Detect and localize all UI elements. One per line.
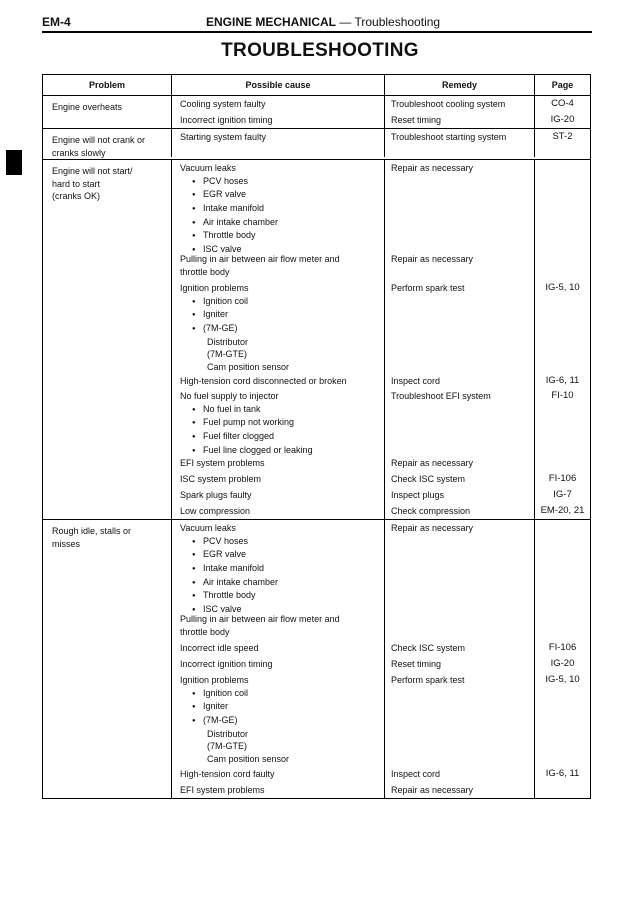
table-body — [43, 96, 590, 798]
cause-text: Pulling in air between air flow meter and — [180, 254, 340, 265]
cause-bullet-item: ● (7M-GE) — [180, 322, 384, 336]
cause-cell — [171, 112, 384, 128]
cause-bullet-item: ● Igniter — [180, 308, 384, 322]
subsection-name: Troubleshooting — [354, 15, 441, 29]
remedy-cell: Check compression — [384, 503, 534, 519]
remedy-cell: Troubleshoot starting system — [384, 129, 534, 157]
table-row — [171, 251, 590, 280]
column-header-problem: Problem — [88, 80, 125, 90]
column-header-cause: Possible cause — [171, 75, 384, 95]
cause-text: Ignition problems — [180, 283, 249, 294]
cause-cell — [171, 129, 384, 157]
title-separator: — — [336, 15, 355, 29]
cause-text: EFI system problems — [180, 458, 265, 469]
problem-text: cranks slowly — [52, 147, 106, 158]
cause-bullet-item: ● Fuel filter clogged — [180, 430, 384, 444]
cause-sub-item: (7M-GTE) — [207, 349, 247, 360]
table-row — [171, 656, 590, 672]
remedy-cell: Repair as necessary — [384, 455, 534, 471]
cause-bullet-item: ● EGR valve — [180, 188, 384, 202]
remedy-cell: Perform spark test — [384, 672, 534, 766]
page-ref-cell: IG-5, 10 — [534, 672, 590, 766]
page-ref-cell: IG-7 — [534, 487, 590, 503]
cause-text: throttle body — [180, 626, 230, 637]
cause-bullet-item: ● Ignition coil — [180, 295, 384, 309]
cause-text: throttle body — [180, 266, 230, 277]
page-ref-cell: EM-20, 21 — [534, 503, 590, 519]
cause-text: No fuel supply to injector — [180, 391, 279, 402]
cause-cell — [171, 503, 384, 519]
cause-cell — [171, 672, 384, 766]
problem-text: (cranks OK) — [52, 191, 101, 202]
problem-text: Engine overheats — [52, 102, 123, 112]
cause-bullet-item: ● Throttle body — [180, 229, 384, 243]
remedy-cell: Reset timing — [384, 656, 534, 672]
table-row — [171, 471, 590, 487]
table-row — [171, 520, 590, 614]
remedy-cell: Inspect cord — [384, 766, 534, 782]
cause-cell — [171, 373, 384, 388]
remedy-cell: Repair as necessary — [384, 251, 534, 280]
cause-text: EFI system problems — [180, 785, 265, 796]
cause-cell — [171, 656, 384, 672]
remedy-cell: Repair as necessary — [384, 520, 534, 611]
section-name: ENGINE MECHANICAL — [206, 15, 337, 29]
cause-bullet-item: ● PCV hoses — [180, 535, 384, 549]
cause-sub-item: Cam position sensor — [207, 753, 290, 764]
cause-text: Incorrect ignition timing — [180, 659, 273, 670]
cause-sub-item: Cam position sensor — [207, 361, 290, 372]
page-ref-cell: IG-20 — [534, 656, 590, 672]
page-ref-cell — [534, 611, 590, 640]
cause-text: ISC system problem — [180, 474, 262, 485]
table-row — [171, 640, 590, 656]
table-row — [171, 503, 590, 519]
cause-cell — [171, 782, 384, 798]
cause-cell — [171, 471, 384, 487]
cause-sub-item: Distributor — [207, 728, 249, 739]
page-ref-cell: IG-20 — [534, 112, 590, 128]
problem-text: Rough idle, stalls or — [52, 526, 132, 537]
cause-cell — [171, 251, 384, 280]
table-row — [171, 766, 590, 782]
cause-cell — [171, 487, 384, 503]
cause-sub-item: Distributor — [207, 336, 249, 347]
remedy-cell: Perform spark test — [384, 280, 534, 373]
section-title — [206, 15, 440, 29]
cause-bullet-item: ● Ignition coil — [180, 687, 384, 701]
problem-text: misses — [52, 538, 81, 549]
cause-cell — [171, 611, 384, 640]
cause-cell — [171, 640, 384, 656]
cause-bullet-item: ● Throttle body — [180, 589, 384, 603]
table-row — [171, 455, 590, 471]
cause-text: Cooling system faulty — [180, 99, 266, 109]
page-ref-cell — [534, 520, 590, 611]
problem-text: Engine will not start/ — [52, 166, 133, 177]
problem-cell — [43, 520, 171, 798]
cause-text: High-tension cord faulty — [180, 769, 275, 780]
table-row — [171, 280, 590, 373]
cause-bullet-item: ● ISC valve — [180, 243, 384, 257]
remedy-cell: Inspect plugs — [384, 487, 534, 503]
problem-cell — [43, 129, 171, 159]
table-row — [171, 96, 590, 112]
table-row — [171, 672, 590, 766]
cause-bullet-item: ● (7M-GE) — [180, 714, 384, 728]
cause-cell — [171, 280, 384, 373]
troubleshooting-table — [42, 74, 591, 799]
cause-cell — [171, 455, 384, 471]
problem-group — [43, 96, 590, 129]
cause-bullet-item: ● No fuel in tank — [180, 403, 384, 417]
page-ref-cell: IG-6, 11 — [534, 373, 590, 388]
section-tab-marker — [6, 150, 22, 175]
page-ref-cell: FI-106 — [534, 640, 590, 656]
cause-cell — [171, 96, 384, 112]
cause-text: Vacuum leaks — [180, 163, 236, 174]
remedy-cell: Repair as necessary — [384, 782, 534, 798]
remedy-cell: Troubleshoot EFI system — [384, 388, 534, 455]
cause-bullet-item: ● Air intake chamber — [180, 216, 384, 230]
page-ref-cell — [534, 160, 590, 251]
cause-text: Incorrect ignition timing — [180, 115, 273, 125]
remedy-cell: Inspect cord — [384, 373, 534, 388]
column-header-page: Page — [534, 75, 590, 95]
page-ref-cell: ST-2 — [534, 129, 590, 157]
problem-cell — [43, 96, 171, 128]
cause-text: Spark plugs faulty — [180, 490, 252, 501]
problem-cell — [43, 160, 171, 519]
cause-cell — [171, 160, 384, 254]
table-row — [171, 160, 590, 254]
cause-bullet-item: ● EGR valve — [180, 548, 384, 562]
header-rule — [42, 31, 592, 33]
problem-group — [43, 129, 590, 160]
table-header — [43, 75, 590, 96]
cause-bullet-item: ● Intake manifold — [180, 202, 384, 216]
problem-text: hard to start — [52, 178, 101, 189]
remedy-cell: Troubleshoot cooling system — [384, 96, 534, 112]
cause-cell — [171, 388, 384, 455]
cause-cell — [171, 520, 384, 614]
page-ref-cell: FI-106 — [534, 471, 590, 487]
cause-text: Incorrect idle speed — [180, 643, 259, 654]
cause-text: Vacuum leaks — [180, 523, 236, 534]
cause-sub-item: (7M-GTE) — [207, 741, 247, 752]
table-row — [171, 388, 590, 455]
page-code: EM-4 — [42, 15, 71, 29]
cause-bullet-item: ● Intake manifold — [180, 562, 384, 576]
table-row — [171, 782, 590, 798]
page-ref-cell: IG-6, 11 — [534, 766, 590, 782]
cause-bullet-item: ● Igniter — [180, 700, 384, 714]
page-ref-cell — [534, 782, 590, 798]
page-ref-cell: CO-4 — [534, 96, 590, 112]
cause-bullet-item: ● Air intake chamber — [180, 576, 384, 590]
column-header-remedy: Remedy — [384, 75, 534, 95]
remedy-cell: Check ISC system — [384, 471, 534, 487]
cause-text: Pulling in air between air flow meter and — [180, 614, 340, 625]
table-row — [171, 129, 590, 157]
remedy-cell — [384, 611, 534, 640]
remedy-cell: Repair as necessary — [384, 160, 534, 251]
page-ref-cell: IG-5, 10 — [534, 280, 590, 373]
cause-bullet-item: ● PCV hoses — [180, 175, 384, 189]
table-row — [171, 487, 590, 503]
cause-text: Low compression — [180, 506, 251, 517]
cause-text: High-tension cord disconnected or broken — [180, 376, 347, 387]
cause-cell — [171, 766, 384, 782]
cause-bullet-item: ● Fuel line clogged or leaking — [180, 444, 384, 458]
cause-bullet-item: ● Fuel pump not working — [180, 416, 384, 430]
page-ref-cell — [534, 455, 590, 471]
cause-text: Starting system faulty — [180, 132, 267, 142]
cause-text: Ignition problems — [180, 675, 249, 686]
page-header — [42, 12, 592, 30]
page-title: TROUBLESHOOTING — [221, 40, 419, 61]
problem-group — [43, 520, 590, 798]
remedy-cell: Reset timing — [384, 112, 534, 128]
problem-group — [43, 160, 590, 520]
cause-bullet-item: ● ISC valve — [180, 603, 384, 617]
remedy-cell: Check ISC system — [384, 640, 534, 656]
table-row — [171, 611, 590, 640]
page-ref-cell — [534, 251, 590, 280]
problem-text: Engine will not crank or — [52, 135, 146, 145]
table-row — [171, 373, 590, 388]
table-row — [171, 112, 590, 128]
page-ref-cell: FI-10 — [534, 388, 590, 455]
